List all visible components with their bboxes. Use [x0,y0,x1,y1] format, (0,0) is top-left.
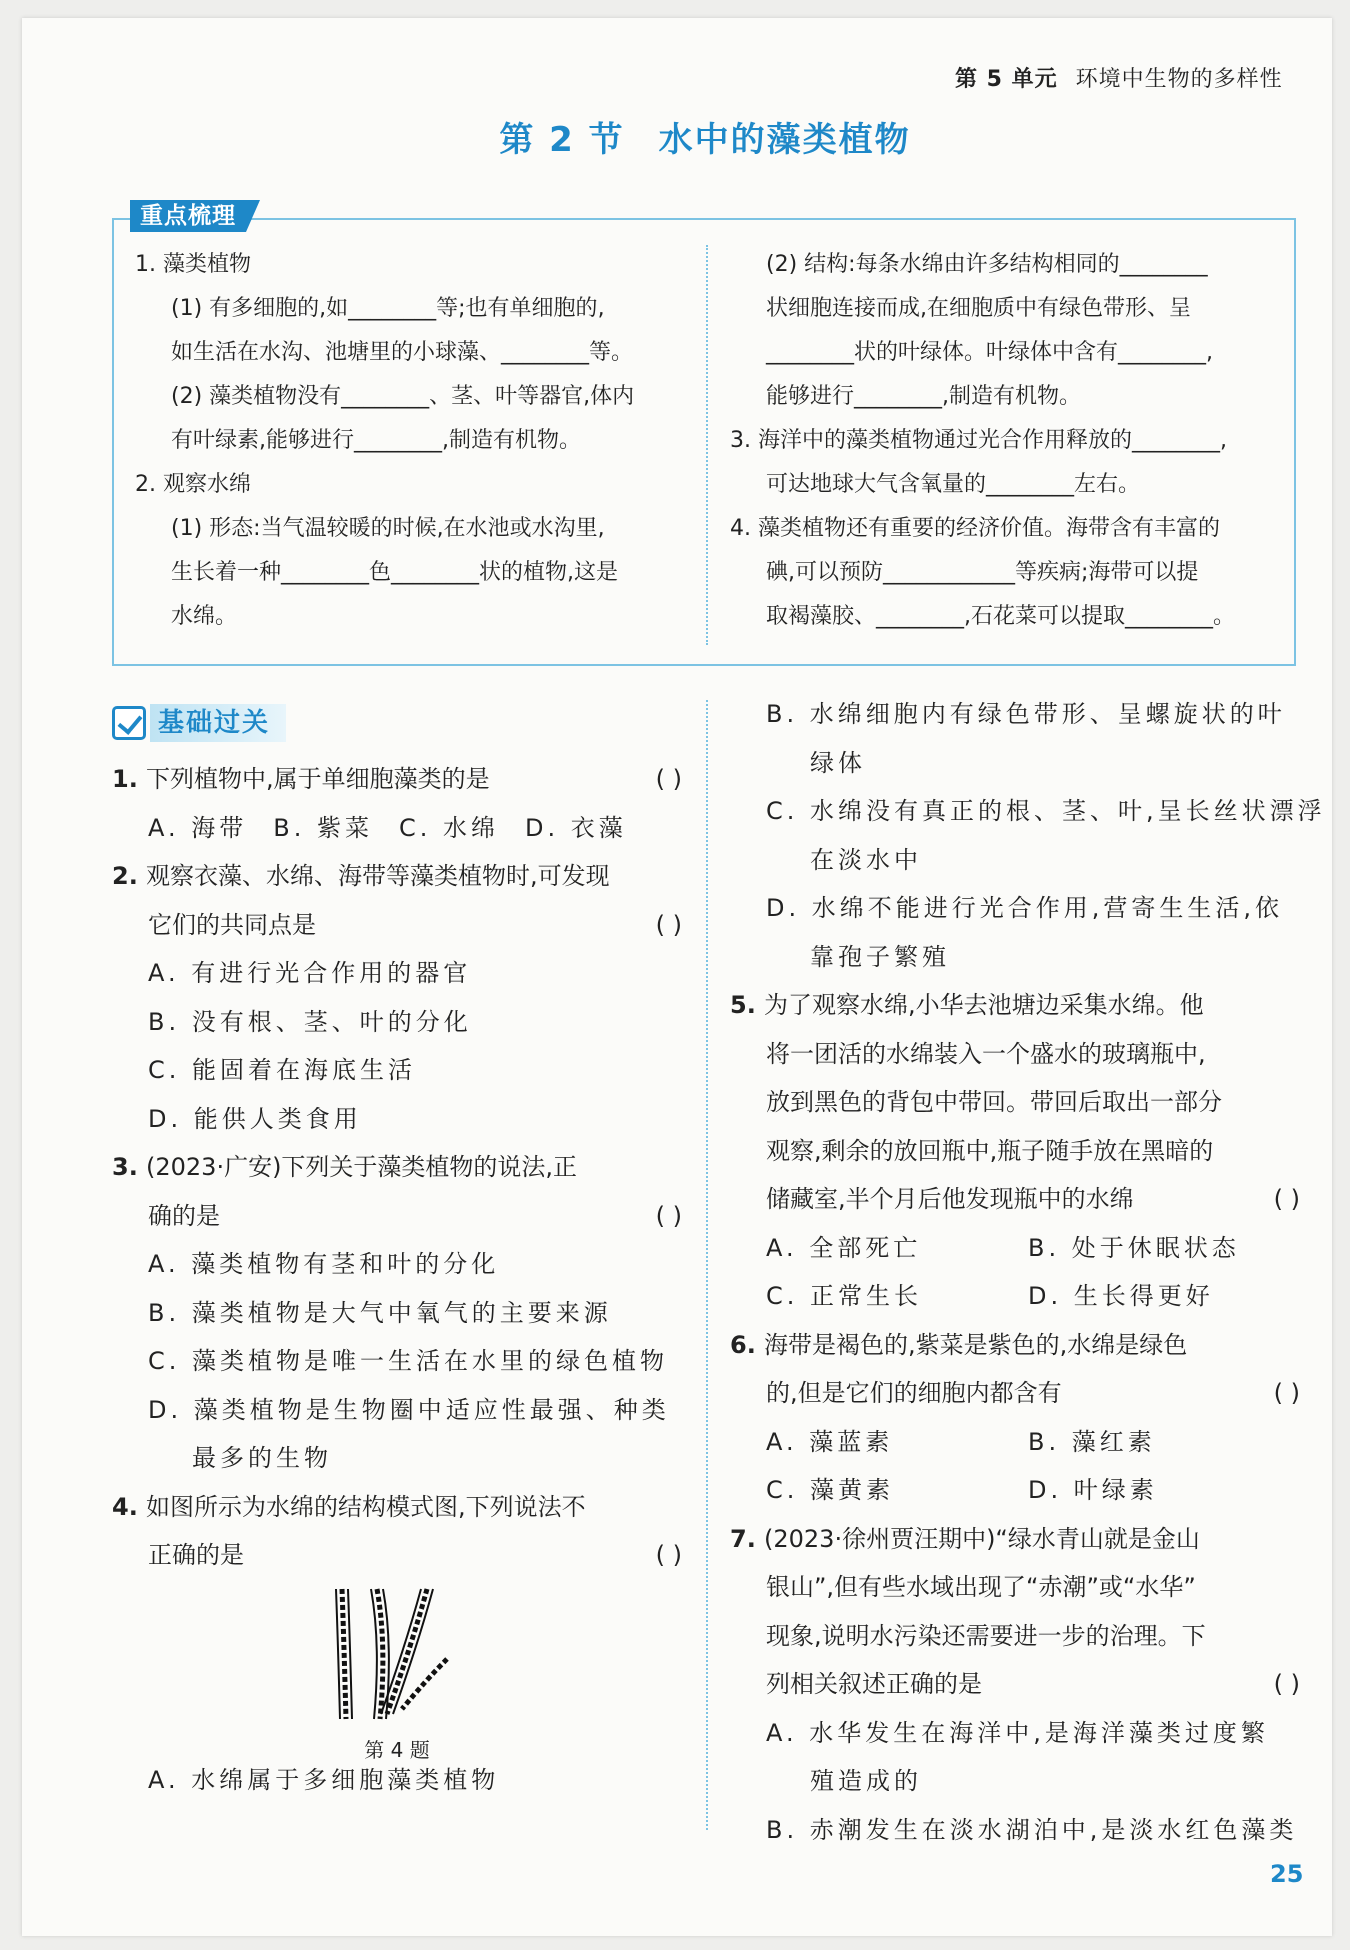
unit-number: 第 5 单元 [955,67,1058,92]
summary-line: (2) 藻类植物没有________、茎、叶等器官,体内 [171,384,635,409]
question-text: (2023·徐州贾汪期中)“绿水青山就是金山 [764,1524,1200,1553]
summary-line: (1) 形态:当气温较暖的时候,在水池或水沟里, [171,516,605,541]
question-text: 列相关叙述正确的是 [766,1670,982,1698]
summary-line: 碘,可以预防____________等疾病;海带可以提 [766,560,1199,585]
answer-blank[interactable]: ( ) [655,765,682,793]
option-a[interactable]: A. 海带 [148,813,248,842]
question-text: 它们的共同点是 [148,910,316,939]
questions-left-column [112,755,682,1804]
question-2-cont [112,901,682,950]
option-a[interactable]: A. 有进行光合作用的器官 [148,959,472,987]
option-a[interactable]: A. 水绵属于多细胞藻类植物 [148,1765,500,1794]
question-text: (2023·广安)下列关于藻类植物的说法,正 [146,1153,578,1181]
summary-line: (2) 结构:每条水绵由许多结构相同的________ [766,252,1208,277]
summary-left-column [135,243,695,639]
option-b[interactable]: B. 赤潮发生在淡水湖泊中,是淡水红色藻类 [766,1815,1298,1844]
summary-divider [706,245,708,645]
option-a[interactable]: A. 水华发生在海洋中,是海洋藻类过度繁 [766,1718,1269,1747]
page-number: 25 [1270,1860,1304,1888]
option-b[interactable]: B. 藻类植物是大气中氧气的主要来源 [148,1298,612,1327]
option-c-cont: 在淡水中 [810,845,922,874]
section-name: 水中的藻类植物 [658,120,911,160]
option-c[interactable]: C. 能固着在海底生活 [148,1056,417,1084]
question-number: 7. [730,1524,756,1553]
option-a[interactable]: A. 藻类植物有茎和叶的分化 [148,1250,500,1278]
option-b[interactable]: B. 水绵细胞内有绿色带形、呈螺旋状的叶 [766,700,1286,728]
option-c[interactable]: C. 水绵没有真正的根、茎、叶,呈长丝状漂浮 [766,797,1326,825]
question-text: 银山”,但有些水域出现了“赤潮”或“水华” [766,1573,1196,1601]
answer-blank[interactable]: ( ) [1273,1185,1300,1213]
option-a[interactable]: A. 全部死亡 [766,1233,922,1262]
option-d[interactable]: D. 叶绿素 [1028,1476,1158,1504]
option-d[interactable]: D. 藻类植物是生物圈中适应性最强、种类 [148,1395,670,1424]
option-a-cont: 殖造成的 [810,1767,922,1795]
question-3 [112,1143,682,1192]
question-5-last-line [730,1175,1300,1224]
summary-line: 如生活在水沟、池塘里的小球藻、________等。 [171,340,634,365]
key-points-tag: 重点梳理 [130,200,246,232]
question-text: 放到黑色的背包中带回。带回后取出一部分 [766,1088,1222,1116]
option-b[interactable]: B. 藻红素 [1028,1427,1156,1456]
answer-blank[interactable]: ( ) [1273,1379,1300,1407]
unit-header [955,62,1295,93]
option-d[interactable]: D. 能供人类食用 [148,1104,362,1133]
question-6 [730,1321,1300,1370]
question-number: 4. [112,1492,138,1521]
option-b[interactable]: B. 处于休眠状态 [1028,1233,1240,1262]
basic-practice-tag [112,702,302,746]
question-text: 确的是 [148,1201,220,1230]
question-5-options-row2 [730,1272,1300,1321]
question-text: 正确的是 [148,1541,244,1569]
question-7 [730,1515,1300,1564]
question-number: 6. [730,1330,756,1359]
option-a[interactable]: A. 藻蓝素 [766,1427,894,1456]
option-d-cont: 靠孢子繁殖 [810,942,950,971]
option-c[interactable]: C. 藻类植物是唯一生活在水里的绿色植物 [148,1347,669,1375]
question-5 [730,981,1300,1030]
question-number: 5. [730,991,756,1019]
answer-blank[interactable]: ( ) [655,910,682,939]
question-text: 储藏室,半个月后他发现瓶中的水绵 [766,1185,1134,1213]
question-number: 2. [112,862,138,890]
summary-line: 3. 海洋中的藻类植物通过光合作用释放的________, [730,428,1227,453]
question-number: 1. [112,765,138,793]
question-5-options-row1 [730,1224,1300,1273]
option-d[interactable]: D. 水绵不能进行光合作用,营寄生生活,依 [766,894,1283,922]
questions-right-column [730,690,1326,1854]
question-text: 将一团活的水绵装入一个盛水的玻璃瓶中, [766,1039,1206,1068]
question-text: 为了观察水绵,小华去池塘边采集水绵。他 [764,991,1204,1019]
question-1-options [112,804,682,853]
option-b[interactable]: B. 没有根、茎、叶的分化 [148,1007,472,1036]
answer-blank[interactable]: ( ) [655,1541,682,1569]
question-2 [112,852,682,901]
option-c[interactable]: C. 正常生长 [766,1282,923,1310]
option-c[interactable]: C. 藻黄素 [766,1476,895,1504]
unit-title: 环境中生物的多样性 [1075,67,1283,92]
summary-line: 1. 藻类植物 [135,252,251,277]
question-3-cont [112,1192,682,1241]
question-6-options-row1 [730,1418,1300,1467]
option-d[interactable]: D. 生长得更好 [1028,1282,1214,1310]
option-d-cont: 最多的生物 [192,1444,332,1472]
spirogyra-diagram [332,1584,462,1724]
summary-line: 能够进行________,制造有机物。 [766,384,1081,409]
summary-line: 4. 藻类植物还有重要的经济价值。海带含有丰富的 [730,516,1220,541]
question-text: 如图所示为水绵的结构模式图,下列说法不 [146,1492,586,1521]
option-d[interactable]: D. 衣藻 [525,813,627,842]
summary-line: 状细胞连接而成,在细胞质中有绿色带形、呈 [766,296,1191,321]
option-c[interactable]: C. 水绵 [399,813,500,842]
summary-line: (1) 有多细胞的,如________等;也有单细胞的, [171,296,605,321]
summary-line: 水绵。 [171,604,238,629]
summary-line: 生长着一种________色________状的植物,这是 [171,560,618,585]
column-divider [706,700,708,1830]
question-6-cont [730,1369,1300,1418]
question-text: 的,但是它们的细胞内都含有 [766,1379,1062,1407]
answer-blank[interactable]: ( ) [1273,1670,1300,1698]
spirogyra-figure [112,1580,682,1762]
section-number: 第 2 节 [499,120,625,160]
option-b-cont: 绿体 [810,748,866,777]
summary-line: ________状的叶绿体。叶绿体中含有________, [766,340,1213,365]
answer-blank[interactable]: ( ) [655,1201,682,1230]
question-text: 海带是褐色的,紫菜是紫色的,水绵是绿色 [764,1330,1188,1359]
basic-practice-label: 基础过关 [150,704,286,742]
question-text: 现象,说明水污染还需要进一步的治理。下 [766,1621,1206,1650]
figure-caption: 第 4 题 [364,1737,430,1762]
summary-line: 可达地球大气含氧量的________左右。 [766,472,1141,497]
question-1 [112,755,682,804]
summary-line: 2. 观察水绵 [135,472,251,497]
question-4 [112,1483,682,1532]
question-number: 3. [112,1153,138,1181]
question-4-cont [112,1531,682,1580]
question-6-options-row2 [730,1466,1300,1515]
section-title [0,112,1350,161]
option-b[interactable]: B. 紫菜 [273,813,373,842]
question-text: 观察,剩余的放回瓶中,瓶子随手放在黑暗的 [766,1136,1214,1165]
question-text: 观察衣藻、水绵、海带等藻类植物时,可发现 [146,862,610,890]
question-text: 下列植物中,属于单细胞藻类的是 [146,765,490,793]
summary-line: 取褐藻胶、________,石花菜可以提取________。 [766,604,1235,629]
summary-right-column [730,243,1280,639]
checkbox-icon [112,706,146,740]
question-7-last-line [730,1660,1300,1709]
summary-line: 有叶绿素,能够进行________,制造有机物。 [171,428,581,453]
